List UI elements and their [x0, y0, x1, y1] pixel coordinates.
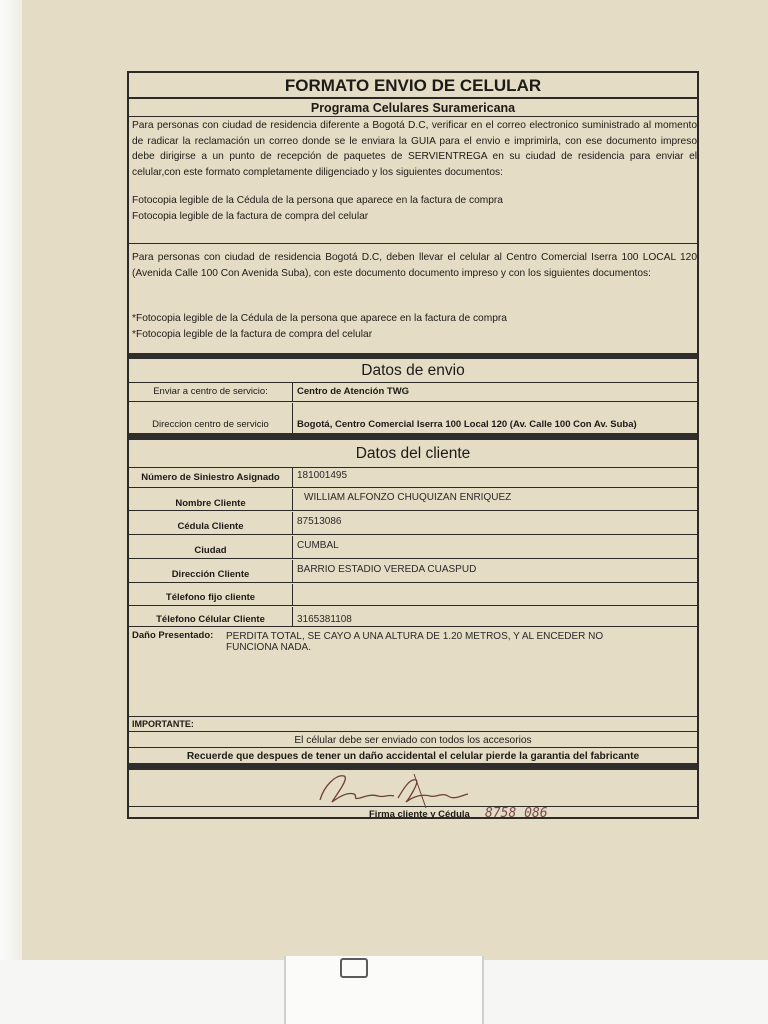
table-row: [129, 584, 697, 606]
client-id-value: 87513086: [297, 516, 342, 527]
doc-item: Fotocopia legible de la factura de compra del celular: [132, 211, 369, 222]
table-row: [129, 489, 697, 511]
table-row: [129, 536, 697, 559]
mobile-label: Télefono Célular Cliente: [129, 607, 293, 626]
instructions-bogota: Para personas con ciudad de residencia Bogotá D.C, deben llevar el celular al Centro Comercial Iserra 100 LOCAL 120 (Avenida Calle 100 Con Avenida Suba), con este documento documento impreso y con los siguientes documentos:: [132, 252, 697, 279]
table-row: [129, 403, 697, 433]
important-label: IMPORTANTE:: [132, 719, 194, 729]
table-row: [129, 560, 697, 583]
form-title: FORMATO ENVIO DE CELULAR: [129, 73, 697, 99]
instructions-other-city: Para personas con ciudad de residencia diferente a Bogotá D.C, verificar en el correo electronico suministrado al momento de radicar la reclamación un correo donde se le enviara la GUIA para el envio e imprimirla, con ese documento impreso debe dirigirse a un punto de recepción de paquetes de SERVIENTREGA en su ciudad de residencia para enviar el celular,con este formato completamente diligenciado y los siguientes documentos:: [132, 120, 697, 178]
divider: [129, 243, 697, 244]
service-center-label: Enviar a centro de servicio:: [129, 383, 293, 401]
service-center-value: Centro de Atención TWG: [297, 386, 410, 397]
damage-label: Daño Presentado:: [132, 630, 214, 641]
paper-clip-mark: [340, 958, 368, 978]
table-row: [129, 468, 697, 488]
notice-warranty: Recuerde que despues de tener un daño accidental el celular pierde la garantia del fabricante: [186, 751, 640, 762]
service-address-value: Bogotá, Centro Comercial Iserra 100 Local 120 (Av. Calle 100 Con Av. Suba): [297, 419, 637, 430]
damage-box: [129, 628, 697, 717]
table-row: [129, 512, 697, 535]
shipping-form: [127, 71, 699, 819]
section-separator: [129, 433, 697, 440]
claim-number-label: Número de Siniestro Asignado: [129, 468, 293, 487]
form-subtitle: Programa Celulares Suramericana: [129, 99, 697, 117]
address-value: BARRIO ESTADIO VEREDA CUASPUD: [297, 564, 477, 575]
handwritten-id-number: 8758 086: [485, 806, 548, 821]
claim-number-value: 181001495: [297, 470, 348, 481]
landline-label: Télefono fijo cliente: [129, 584, 293, 605]
table-row: [129, 718, 697, 732]
address-label: Dirección Cliente: [129, 560, 293, 582]
handwritten-signature: [314, 768, 474, 810]
mobile-value: 3165381108: [297, 614, 352, 625]
landline-value: [297, 584, 695, 605]
section-separator: [129, 353, 697, 359]
city-label: Ciudad: [129, 536, 293, 558]
table-row: [129, 607, 697, 627]
envio-heading: Datos de envio: [129, 360, 697, 383]
damage-value: PERDITA TOTAL, SE CAYO A UNA ALTURA DE 1.20 METROS, Y AL ENCEDER NO FUNCIONA NADA.: [226, 631, 604, 653]
doc-item: Fotocopia legible de la Cédula de la persona que aparece en la factura de compra: [132, 195, 503, 206]
cliente-heading: Datos del cliente: [129, 441, 697, 468]
doc-item: *Fotocopia legible de la Cédula de la persona que aparece en la factura de compra: [132, 313, 507, 324]
doc-item: *Fotocopia legible de la factura de compra del celular: [132, 329, 373, 340]
city-value: CUMBAL: [297, 540, 339, 551]
scanner-margin: [0, 0, 22, 1024]
notice-accessories: El célular debe ser enviado con todos los accesorios: [129, 733, 697, 748]
signature-caption: Firma cliente y Cédula: [369, 809, 470, 820]
attached-paper-slip: [284, 956, 484, 1024]
client-id-label: Cédula Cliente: [129, 512, 293, 534]
service-address-label: Direccion centro de servicio: [129, 403, 293, 433]
client-name-label: Nombre Cliente: [129, 489, 293, 510]
table-row: [129, 383, 697, 402]
client-name-value: WILLIAM ALFONZO CHUQUIZAN ENRIQUEZ: [304, 492, 512, 503]
